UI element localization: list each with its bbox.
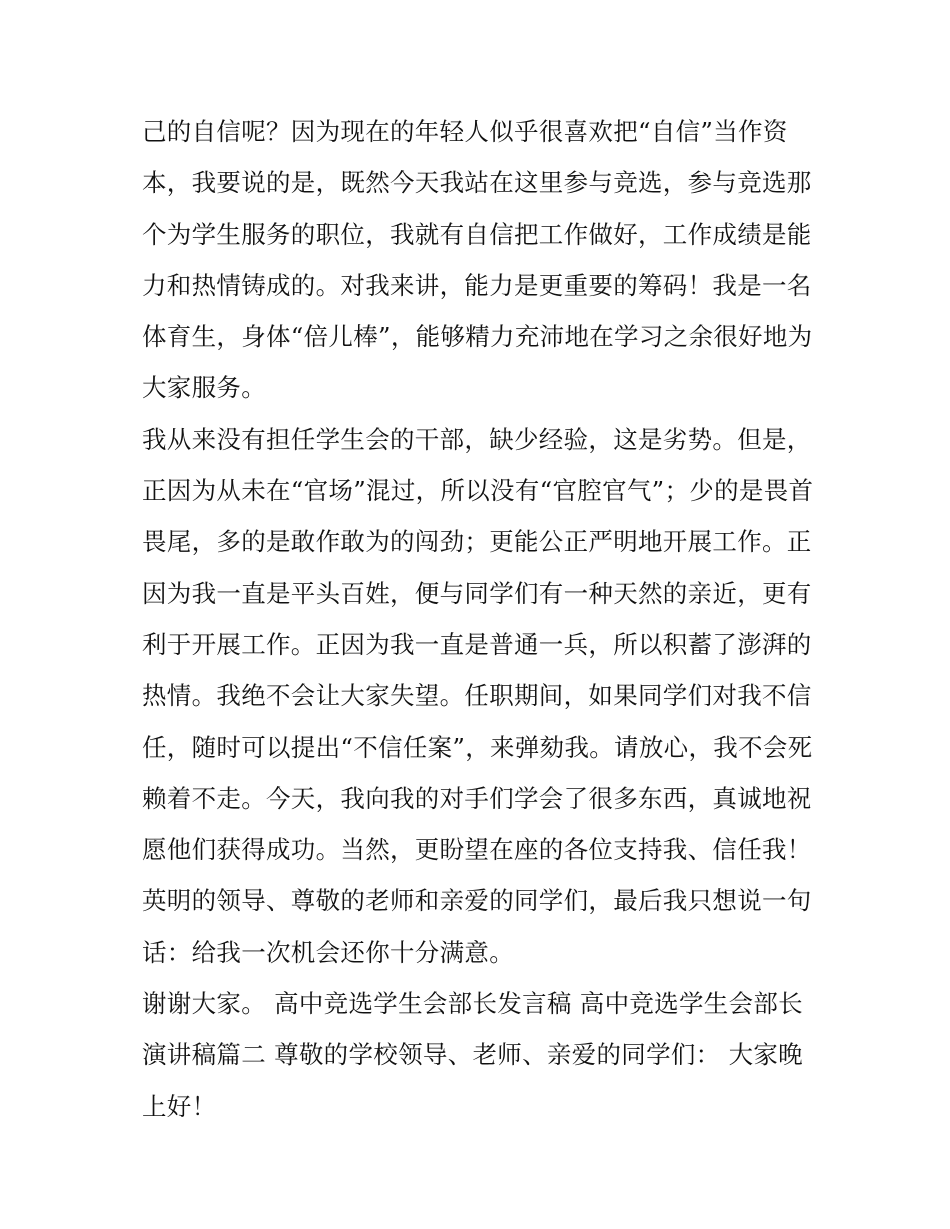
text-line-7: 我从来没有担任学生会的干部，缺少经验，这是劣势。但是，: [142, 424, 812, 454]
text-line-16: 英明的领导、尊敬的老师和亲爱的同学们，最后我只想说一句: [142, 886, 812, 916]
text-line-18: 谢谢大家。 高中竞选学生会部长发言稿 高中竞选学生会部长: [142, 989, 803, 1019]
text-line-8: 正因为从未在“官场”混过，所以没有“官腔官气”；少的是畏首: [142, 476, 814, 506]
text-line-17: 话：给我一次机会还你十分满意。: [142, 937, 514, 967]
text-line-20: 上好！: [142, 1091, 217, 1121]
text-line-10: 因为我一直是平头百姓，便与同学们有一种天然的亲近，更有: [142, 578, 812, 608]
text-line-19: 演讲稿篇二 尊敬的学校领导、老师、亲爱的同学们： 大家晚: [142, 1040, 803, 1070]
document-body: [142, 106, 822, 1132]
text-line-11: 利于开展工作。正因为我一直是普通一兵，所以积蓄了澎湃的: [142, 629, 812, 659]
text-line-6: 大家服务。: [142, 373, 266, 403]
text-line-3: 个为学生服务的职位，我就有自信把工作做好，工作成绩是能: [142, 219, 812, 249]
text-line-12: 热情。我绝不会让大家失望。任职期间，如果同学们对我不信: [142, 681, 812, 711]
text-line-5: 体育生，身体“倍儿棒”，能够精力充沛地在学习之余很好地为: [142, 322, 813, 352]
text-line-13: 任，随时可以提出“不信任案”，来弹劾我。请放心，我不会死: [142, 732, 813, 762]
text-line-2: 本，我要说的是，既然今天我站在这里参与竞选，参与竞选那: [142, 168, 812, 198]
text-line-15: 愿他们获得成功。当然，更盼望在座的各位支持我、信任我！: [142, 835, 812, 865]
text-line-14: 赖着不走。今天，我向我的对手们学会了很多东西，真诚地祝: [142, 783, 812, 813]
text-line-9: 畏尾，多的是敢作敢为的闯劲；更能公正严明地开展工作。正: [142, 527, 812, 557]
text-line-1: 己的自信呢？因为现在的年轻人似乎很喜欢把“自信”当作资: [142, 117, 788, 146]
text-line-4: 力和热情铸成的。对我来讲，能力是更重要的筹码！我是一名: [142, 270, 812, 300]
